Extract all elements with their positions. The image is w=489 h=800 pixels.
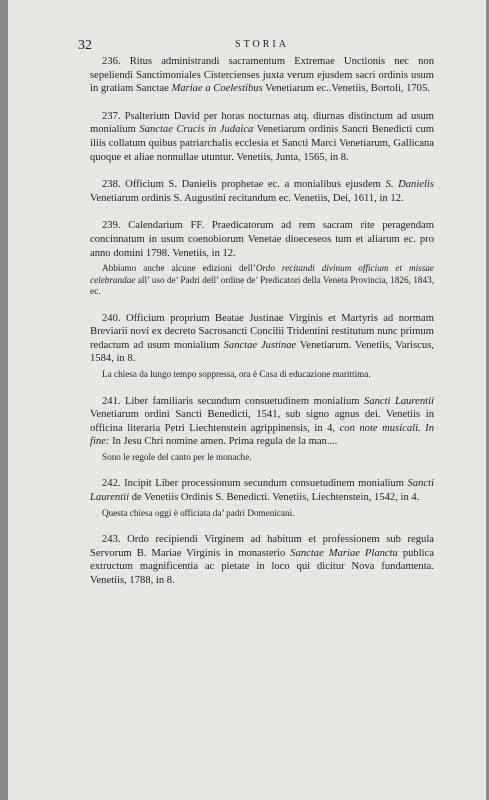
entry-number: 239. [102,220,121,232]
page-number: 32 [78,38,92,53]
entry-237 [90,110,434,164]
entry-241 [90,395,434,464]
entry-number: 243. [102,534,121,546]
entry-body: Officium proprium Beatae Justinae Virginis et Martyris ad normam Breviarii novi ex decreto Sacrosancti Concilii Tridentini restitutum nunc primum redactum ad usum monialium [90,312,434,351]
entry-body: Venetiarum ec..Venetiis, Bortoli, 1705. [262,83,430,95]
entry-italic: Sanctae Mariae Planctu [290,547,398,559]
entry-text [90,533,434,587]
note-text: all’ uso de’ Padri dell’ ordine de’ Predicatori della Veneta Provincia, 1826, 1843, ec. [90,274,434,297]
entry-note [90,263,434,298]
entry-number: 241. [102,395,121,407]
entry-italic: S. Danielis [385,179,434,191]
note-text: Abbiamo anche alcune edizioni dell’ [102,263,256,274]
entry-body: Ordo recipiendi Virginem ad habitum et professionem sub regula Servorum B. Mariae Virginis in monasterio [90,534,434,559]
entry-text [90,219,434,260]
entry-italic: Sanctae Justinae [223,339,297,351]
entry-body: publica extructum magnificentia ac pietate in loco qui dicitur Nova fundamenta. Venetiis, 1788, in 8. [90,547,434,586]
entry-body: Venetiarum ordinis S. Augustini recitandum ec. Venetiis, Dei, 1611, in 12. [90,192,404,204]
entry-body: Ritus administrandi sacramentum Extremae Unctionis nec non sepeliendi Sanctimoniales Cistercienses juxta verum ejusdem sacri ordinis usum in gratiam Sanctae [90,56,434,95]
entry-236 [90,55,434,96]
entry-text [90,110,434,164]
entry-note: Sono le regole del canto per le monache. [102,451,252,462]
entry-body: Incipit Liber processionum secundum consuetudinem monialium [124,478,408,490]
entry-text [90,312,434,366]
entry-body: Officium S. Danielis prophetae ec. a monialibus ejusdem [125,179,386,191]
entry-239 [90,219,434,297]
page-content [90,55,434,601]
entry-italic: Sancti Laurentii [90,478,435,503]
entry-body: In Jesu Chri nomine amen. Prima regula de la man.... [109,436,338,448]
entry-238 [90,178,434,205]
entry-body: Venetiarum. Venetiis, Variscus, 1584, in 8. [90,339,434,365]
entry-body: Venetiarum ordini Sancti Benedicti, 1541, sub signo agnus dei. Venetiis in officina literaria Petri Liechtenstein agrippinensis, in 4, [90,409,434,434]
entry-243 [90,533,434,587]
entry-note: Questa chiesa oggi è officiata da’ padri Domenicani. [102,507,295,518]
entry-body: Venetiarum ordinis Sancti Benedicti cum iliis collatum quibus patriarchalis ecclesia et Sancti Marci Venetiarum, Gallicana quoque et aliae nonnullae utuntur. Venetiis, Junta, 1565, in 8. [90,124,435,163]
entry-body: Liber familiaris secundum consuetudinem monialium [125,395,364,407]
entry-number: 242. [102,478,121,490]
entry-body: Calendarium FF. Praedicatorum ad rem sacram rite peragendam concinnatum in usum coenobiorum Venetae dioeceseos tum et aliarum ec. pro anno domini 1798. Venetiis, in 12. [90,220,434,259]
entry-number: 238. [102,179,121,191]
entry-body: de Venetiis Ordinis S. Benedicti. Venetiis, Liechtenstein, 1542, in 4. [129,491,420,503]
entry-text [90,477,434,504]
entry-text [90,395,434,449]
entry-number: 236. [102,56,121,67]
entry-italic: con note musicali. In fine: [90,422,435,448]
entry-number: 240. [102,312,121,324]
running-title: STORIA [235,39,289,50]
entry-note: La chiesa da lungo tempo soppressa, ora è Casa di educazione marittima. [102,369,371,379]
note-italic: Ordo recitandi divinum officium et missae celebrandae [90,263,434,285]
book-page [8,0,486,800]
entry-body: Psalterium David per horas nocturnas atq. diurnas distinctum ad usum monialium [90,110,434,136]
entry-242 [90,477,434,519]
page-header [78,38,446,54]
entry-italic: Sancti Laurentii [363,395,434,407]
entry-italic: Sanctae Crucis in Judaica [139,124,254,136]
entry-text [90,55,434,96]
entry-italic: Mariae a Coelestibus [171,83,263,95]
entry-240 [90,312,434,381]
entry-number: 237. [102,110,121,122]
entry-text [90,178,434,205]
